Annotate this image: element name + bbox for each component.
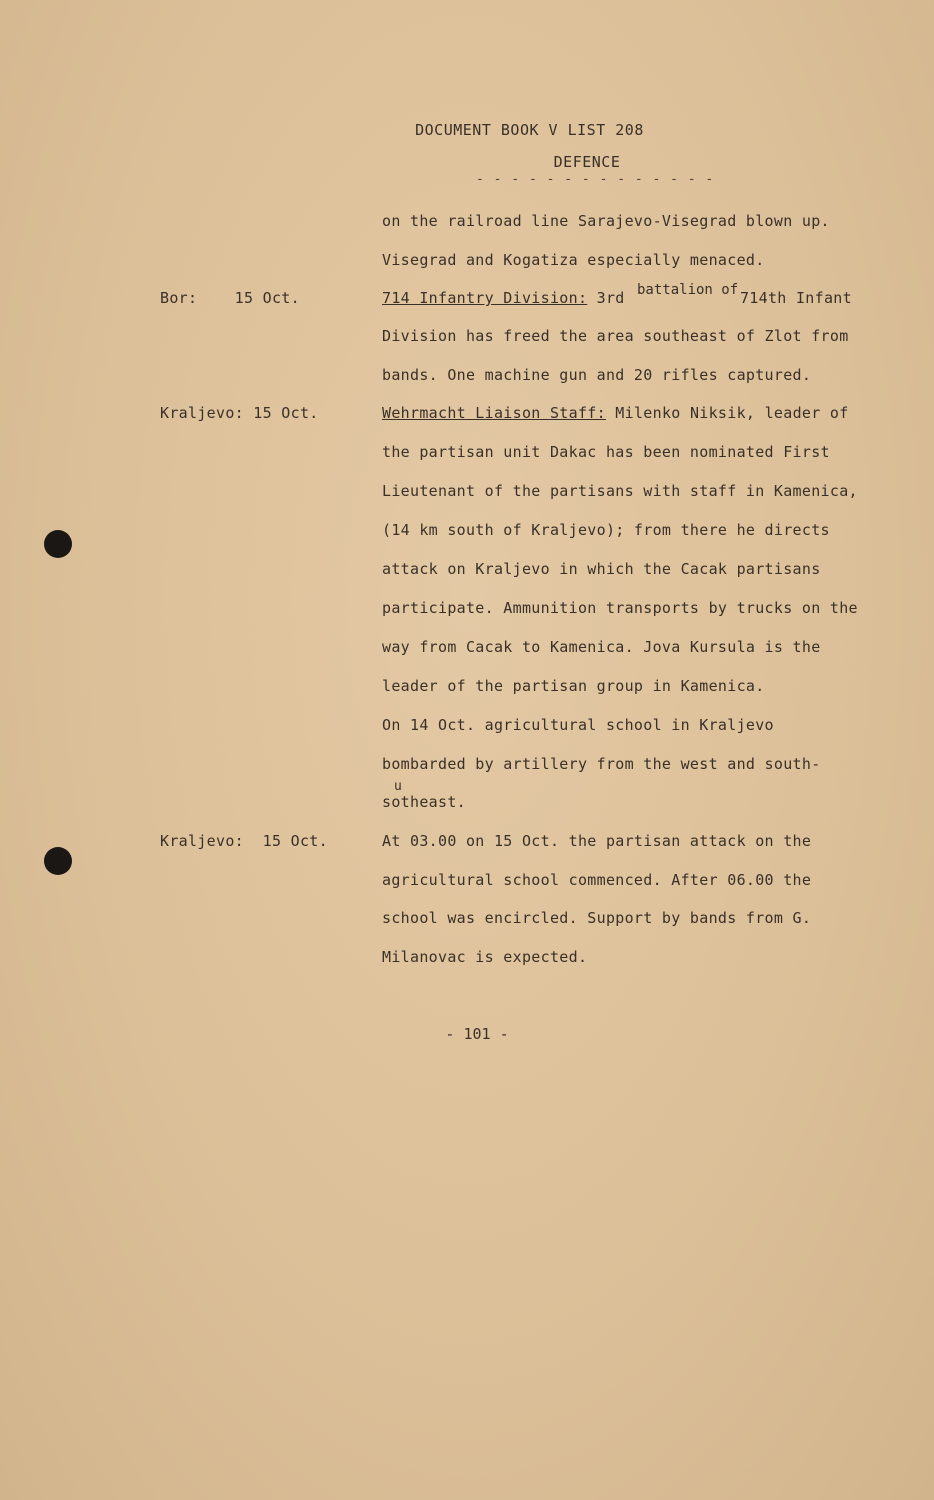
- text-line-5: bands. One machine gun and 20 rifles captured.: [382, 366, 812, 384]
- line-3-part-b: 714th Infant: [739, 289, 852, 307]
- line-6-rest: Milenko Niksik, leader of: [615, 404, 849, 422]
- text-line-19: school was encircled. Support by bands from G.: [382, 909, 812, 927]
- margin-note-kraljevo-2: Kraljevo: 15 Oct.: [160, 832, 328, 850]
- text-line-13: leader of the partisan group in Kamenica.: [382, 677, 765, 695]
- underlined-staff: Wehrmacht Liaison Staff:: [382, 404, 606, 422]
- punch-hole-bottom: [44, 847, 72, 875]
- text-line-16: sotheast.: [382, 793, 466, 811]
- text-line-14: On 14 Oct. agricultural school in Kraljevo: [382, 716, 774, 734]
- header-rule: - - - - - - - - - - - - - -: [476, 172, 715, 187]
- text-line-18: agricultural school commenced. After 06.00 the: [382, 871, 812, 889]
- document-subtitle: DEFENCE: [553, 153, 621, 171]
- inserted-u: u: [394, 779, 402, 794]
- text-line-10: attack on Kraljevo in which the Cacak partisans: [382, 560, 821, 578]
- text-line-17: At 03.00 on 15 Oct. the partisan attack on the: [382, 832, 812, 850]
- page-number: - 101 -: [445, 1025, 509, 1043]
- inserted-battalion: battalion of: [637, 282, 739, 298]
- punch-hole-top: [44, 530, 72, 558]
- margin-note-bor: Bor: 15 Oct.: [160, 289, 300, 307]
- text-line-3: [382, 289, 852, 307]
- text-line-12: way from Cacak to Kamenica. Jova Kursula is the: [382, 638, 821, 656]
- line-3-part-a: 3rd: [596, 289, 625, 307]
- text-line-9: (14 km south of Kraljevo); from there he directs: [382, 521, 830, 539]
- text-line-1: on the railroad line Sarajevo-Visegrad blown up.: [382, 212, 830, 230]
- document-title: DOCUMENT BOOK V LIST 208: [415, 121, 644, 139]
- text-line-8: Lieutenant of the partisans with staff in Kamenica,: [382, 482, 858, 500]
- text-line-15: bombarded by artillery from the west and south-: [382, 755, 821, 773]
- text-line-2: Visegrad and Kogatiza especially menaced.: [382, 251, 765, 269]
- text-line-4: Division has freed the area southeast of Zlot from: [382, 327, 849, 345]
- text-line-20: Milanovac is expected.: [382, 948, 588, 966]
- text-line-6: [382, 404, 849, 422]
- margin-note-kraljevo-1: Kraljevo: 15 Oct.: [160, 404, 319, 422]
- underlined-division: 714 Infantry Division:: [382, 289, 588, 307]
- text-line-7: the partisan unit Dakac has been nominated First: [382, 443, 830, 461]
- text-line-11: participate. Ammunition transports by trucks on the: [382, 599, 858, 617]
